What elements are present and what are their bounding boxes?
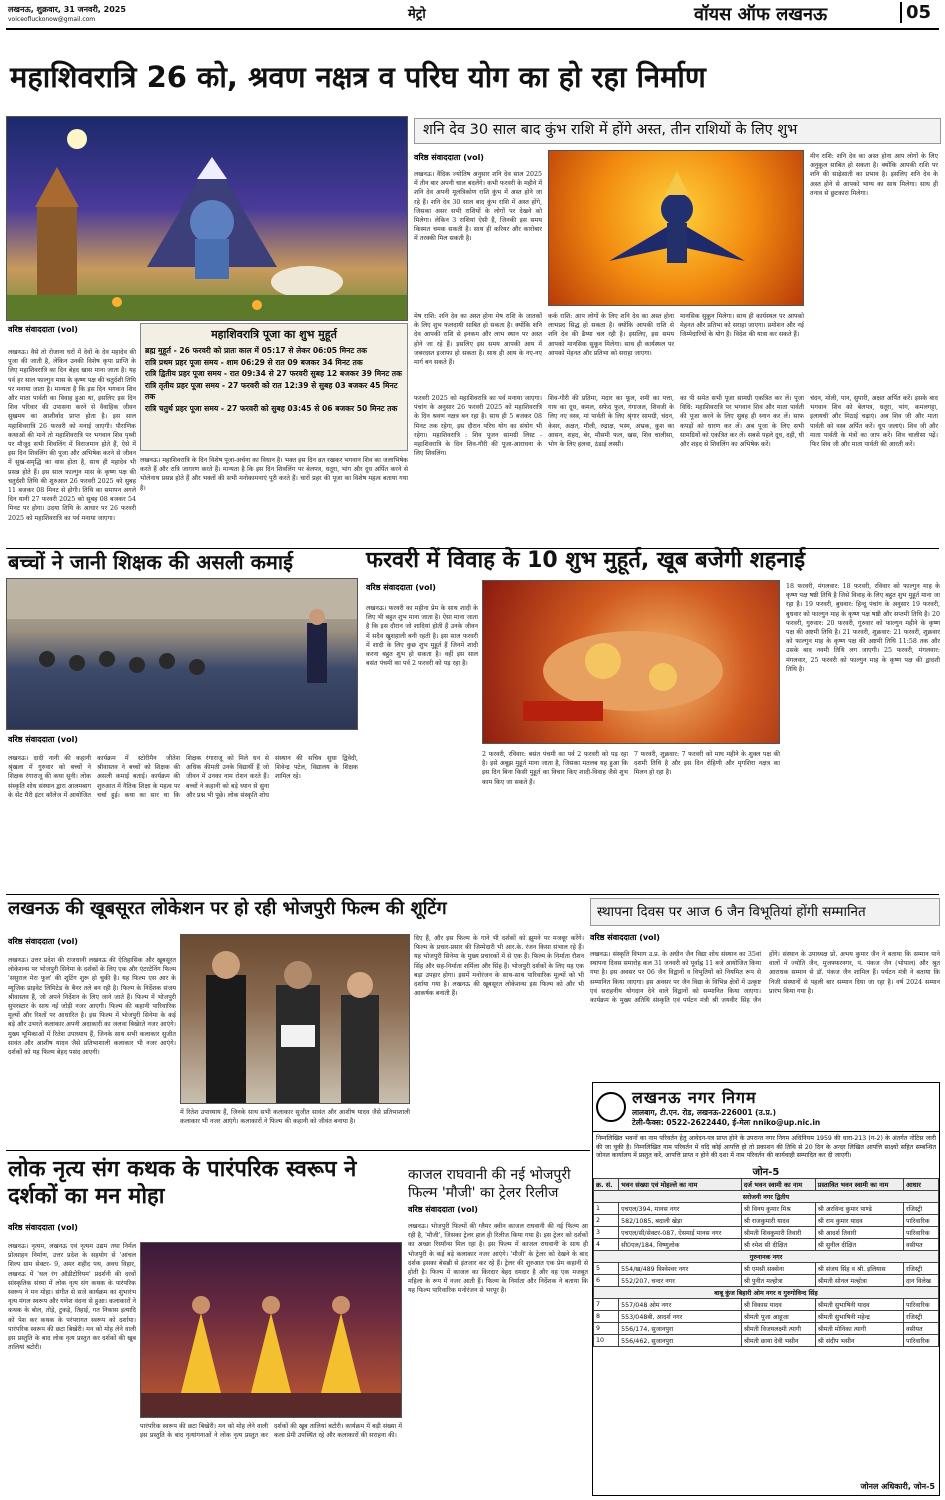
table-cell: दान विलेख bbox=[903, 1274, 938, 1286]
kathak-body-2: पारंपरिक स्वरूप की छटा बिखेरी। मन को मोह लेने वाली इस प्रस्तुति के बाद नृत्यांगनाओं ने लोक नृत्य प्रस्तुत कर दर्शकों की खूब तालियां बटोरी। कार्यक्रम में बड़ी संख्या में कला प्रेमी उपस्थित रहे और कलाकारों की सराहना की। bbox=[140, 1423, 402, 1440]
table-cell: 554/ख/489 विश्वेश्वर नगर bbox=[619, 1262, 742, 1274]
table-cell: 582/1085, बदाली खेड़ा bbox=[619, 1214, 742, 1226]
shani-cancer: कर्क राशि: आप लोगों के लिए शनि देव का अस्त होना लाभप्रद सिद्ध हो सकता है। क्योंकि आपकी राशि से शनि देव की ढैय्या चल रही है। इसलिए, इस समय आपको मानसिक सुकून मिलेगा। साथ ही कार्यस्थल पर आपको मेहनत और प्रतिभा को सराहा जाएगा। bbox=[548, 313, 674, 357]
table-cell: एचएल/सी/सेक्टर-087, ऐसमाई मानस नगर bbox=[619, 1226, 742, 1238]
page-number: 05 bbox=[900, 2, 931, 23]
muhurat-item: रात्रि तृतीय प्रहर पूजा समय - 27 फरवरी को रात 12:39 से सुबह 03 बजकर 45 मिनट तक bbox=[145, 380, 398, 401]
dancers-icon bbox=[141, 1243, 402, 1418]
table-cell: श्रीमती सुभाषिनी यादव bbox=[815, 1298, 903, 1310]
table-cell: 556/174, सुजानपुरा bbox=[619, 1322, 742, 1334]
jain-headline: स्थापना दिवस पर आज 6 जैन विभूतियां होंगी सम्मानित bbox=[597, 904, 866, 920]
col-header: आधार bbox=[903, 1178, 938, 1190]
table-row bbox=[594, 1310, 939, 1322]
vivah-feb2: 2 फरवरी, रविवार: बसंत पंचमी का पर्व 2 फरवरी को पड़ रहा है। इसे अबूझ मुहूर्त माना जाता है, जिसका मतलब यह हुआ कि इस दिन बिना किसी मुहूर्त का विचार किए शादी-विवाह जैसे शुभ काम किए जा सकते हैं। bbox=[482, 751, 628, 786]
table-cell: 552/207, चन्दर नगर bbox=[619, 1274, 742, 1286]
nigam-address: लालबाग, टी.एन. रोड, लखनऊ-226001 (उ.प्र.) bbox=[632, 1108, 777, 1117]
nigam-table bbox=[593, 1178, 939, 1347]
table-row bbox=[594, 1334, 939, 1346]
kajal-body: लखनऊ। भोजपुरी फिल्मों की ग्लैमर क्वीन काजल राघवानी की नई फिल्म आ रही है, 'मौजी', जिसका ट्रेलर हाल ही रिलीज किया गया है। इस ट्रेलर को दर्शकों का अच्छा रिस्पॉन्स मिल रहा है। इस फिल्म में काजल राघवानी के साथ ही भोजपुरी के कई बड़े कलाकार नजर आएंगे। 'मौजी' के ट्रेलर को देखने के बाद दर्शक इसका बेसब्री से इंतजार कर रहे हैं। ट्रेलर की शुरुआत एक प्रेम कहानी से होती है। फिल्म में काजल का किरदार बेहद दमदार है और वह एक मजबूत महिला के रूप में नजर आती हैं। फिल्म के निर्माता और निर्देशक ने बताया कि यह फिल्म पारिवारिक मनोरंजन से भरपूर है। bbox=[408, 1223, 588, 1295]
table-row bbox=[594, 1214, 939, 1226]
nigam-zone: जोन-5 bbox=[752, 1166, 780, 1178]
classroom-icon bbox=[7, 579, 358, 730]
shani-extra-4: चंदन, मोली, पान, सुपारी, अक्षत अर्पित करें। इसके बाद भगवान शिव को बेलपत्र, धतूरा, भांग, कमलगट्टा, इलायची और मिठाई चढ़ाएं। अब शिव जी और माता पार्वती को वस्त्र अर्पित करें। धूप जलाएं। शिव जी और माता पार्वती के मंत्रों का जाप करें। शिव चालीसा पढ़ें। फिर शिव जी और माता पार्वती की आरती करें। bbox=[810, 395, 938, 449]
table-cell: श्री पुनीत मल्होत्रा bbox=[741, 1274, 815, 1286]
masthead: वॉयस ऑफ लखनऊ bbox=[694, 4, 828, 25]
kids-body: लखनऊ। दादी नानी की कहानी श्रृंखला में गुरुवार को बच्चों ने शिक्षक रंगाराजू की कथा सुनी। लोक संस्कृति शोध संस्थान द्वारा आलमबाग के सेंट मैरी इंटर कॉलेज में आयोजित कार्यक्रम में स्टोरीमैन जीतेश श्रीवास्तव ने बच्चों को शिक्षक की असली कमाई बताई। कार्यक्रम की शुरुआत में नैतिक शिक्षा के महत्व पर चर्चा हुई। कथा का सार था कि शिक्षक रंगाराजू को मिले धन से अधिक कीमती उनके विद्यार्थी हैं जो जीवन में उनका नाम रोशन करते हैं। बच्चों ने कहानी को बड़े ध्यान से सुना और प्रश्न भी पूछे। लोक संस्कृति शोध संस्थान की सचिव सुधा द्विवेदी, शिवेन्द्र पटेल, विद्यालय के शिक्षक शामिल रहे। bbox=[8, 755, 358, 799]
col-header: क्र. सं. bbox=[594, 1178, 619, 1190]
table-group-row bbox=[594, 1250, 939, 1262]
table-cell: वसीयत bbox=[903, 1238, 938, 1250]
nigam-notice bbox=[592, 1082, 940, 1496]
table-cell: 10 bbox=[594, 1334, 619, 1346]
table-row bbox=[594, 1274, 939, 1286]
shani-pisces: मीन राशि: शनि देव का अस्त होना आप लोगों के लिए अनुकूल साबित हो सकता है। क्योंकि आपकी राशि पर शनि की साढ़ेसाती का प्रभाव है। इसलिए शनि देव के अस्त होने से आपको भाग्य का साथ मिलेगा। साथ ही तनाव से छुटकारा मिलेगा। bbox=[810, 153, 938, 197]
table-cell: पारिवारिक bbox=[903, 1298, 938, 1310]
lead-body-continued: लखनऊ। महाशिवरात्रि के दिन विशेष पूजा-अर्चना का विधान है। भक्त इस दिन व्रत रखकर भगवान शिव का जलाभिषेक करते हैं और रात्रि जागरण करते हैं। मान्यता है कि इस दिन शिवलिंग पर बेलपत्र, धतूरा, भांग और दूध अर्पित करने से भोलेनाथ प्रसन्न होते हैं और भक्तों की सभी मनोकामनाएं पूरी करते हैं। चारों प्रहर की पूजा का विशेष महत्व बताया गया है। bbox=[140, 457, 408, 492]
muhurat-item: रात्रि द्वितीय प्रहर पूजा समय - रात 09:34 से 27 फरवरी सुबह 12 बजकर 39 मिनट तक bbox=[145, 369, 402, 378]
table-cell: श्री एमसी सक्सेना bbox=[741, 1262, 815, 1274]
table-cell: श्री सुनील दीक्षित bbox=[815, 1238, 903, 1250]
muhurat-title: महाशिवरात्रि पूजा का शुभ मुहूर्त bbox=[211, 328, 337, 341]
muhurat-item: रात्रि चतुर्थ प्रहर पूजा समय - 27 फरवरी को सुबह 03:45 से 06 बजकर 50 मिनट तक bbox=[145, 403, 398, 413]
table-cell: पारिवारिक bbox=[903, 1226, 938, 1238]
email: voiceofluckonow@gmail.com bbox=[8, 16, 96, 23]
vivah-headline: फरवरी में विवाह के 10 शुभ मुहूर्त, खूब बजेगी शहनाई bbox=[366, 548, 806, 573]
table-cell: वसीयत bbox=[903, 1322, 938, 1334]
kids-byline: वरिष्ठ संवाददाता (vol) bbox=[8, 735, 78, 744]
table-cell: श्रीमती शिवकुमारी तिवारी bbox=[741, 1226, 815, 1238]
group-name: बाबू कुंज बिहारी ओम नगर व गुरुगोविन्द सिंह bbox=[594, 1286, 939, 1298]
kajal-headline: काजल राघवानी की नई भोजपुरी फिल्म 'मौजी' का ट्रेलर रिलीज bbox=[408, 1167, 571, 1201]
section-rule-2 bbox=[6, 894, 939, 895]
bhojpuri-cast: में रितेश उपाध्याय हैं, जिनके साथ सभी कलाकार सुजीत सावंत और आशीष यादव जैसे प्रतिभाशाली कलाकार भी नजर आएंगे। कलाकारों ने फिल्म की कहानी को जीवंत बनाया है। bbox=[180, 1109, 410, 1126]
table-cell: 2 bbox=[594, 1214, 619, 1226]
shani-aries: मेष राशि: शनि देव का अस्त होना मेष राशि के जातकों के लिए शुभ फलदायी साबित हो सकता है। क्योंकि शनि देव आपकी राशि से इनकम और लाभ स्थान पर अस्त होने जा रहे हैं। इसलिए इस समय आपकी आय में जबरदस्त इजाफा हो सकता है। साथ ही आय के नए-नए मार्ग बन सकते हैं। bbox=[414, 313, 542, 367]
bhojpuri-body: लखनऊ। उत्तर प्रदेश की राजधानी लखनऊ की ऐतिहासिक और खूबसूरत लोकेशन्स पर भोजपुरी सिनेमा के दर्शकों के लिए एक और एंटरटेनिंग फिल्म 'ससुराल मेरा फूल' की शूटिंग शुरू हो चुकी है। यह फिल्म एस आर के म्यूजिक प्राइवेट लिमिटेड के बैनर तले बन रही है। फिल्म के निर्देशक संजय श्रीवास्तव हैं, जो अपने निर्देशन के लिए जाने जाते हैं। फिल्म में भोजपुरी सुपरस्टार के साथ नई जोड़ी नजर आएगी। फिल्म की कहानी पारिवारिक मूल्यों और रिश्तों पर आधारित है। इस फिल्म में भोजपुरी सिनेमा के कई बड़े और उभरते कलाकार अपनी अदाकारी का जलवा बिखेरते नजर आएंगे। मुख्य भूमिकाओं में रितेश उपाध्याय हैं, जिनके साथ सभी कलाकार सुजीत सावंत और आशीष यादव जैसे प्रतिभाशाली कलाकार भी नजर आएंगे। दर्शकों को यह फिल्म बेहद पसंद आएगी। bbox=[8, 957, 176, 1057]
shani-extra-2: शिव-गौरी की प्रतिमा, मदार का फूल, शमी का पत्ता, गाय का दूध, कमल, सफेद फूल, गंगाजल, शिवजी के लिए नए वस्त्र, मां पार्वती के लिए श्रृंगार सामग्री, चंदन, केसर, अक्षत, मौली, रुद्राक्ष, भस्म, अभ्रक, कुश का आसन, शहद, बेर, मौसमी फल, खस, शिव चालीसा, भोग के लिए हलवा, ठंडाई लस्सी। bbox=[548, 395, 674, 449]
table-cell: श्री संदीप भसीन bbox=[815, 1334, 903, 1346]
kathak-photo bbox=[140, 1242, 402, 1418]
shooting-photo bbox=[180, 934, 410, 1104]
table-cell: श्री राजकुमारी यादव bbox=[741, 1214, 815, 1226]
col-header: दर्ज भवन स्वामी का नाम bbox=[741, 1178, 815, 1190]
table-cell: एचएल/394, मानस नगर bbox=[619, 1202, 742, 1214]
wedding-photo bbox=[482, 580, 780, 744]
section-rule-3 bbox=[6, 1150, 590, 1151]
muhurat-box bbox=[140, 323, 408, 451]
table-cell: 4 bbox=[594, 1238, 619, 1250]
nigam-contact: टेली-फैक्स: 0522-2622440, ई-मेलः nniko@up.nic.in bbox=[632, 1118, 821, 1127]
table-cell: श्री संजय सिंह व श्री. इलियास bbox=[815, 1262, 903, 1274]
shani-banner bbox=[414, 118, 941, 144]
section-label: मेट्रो bbox=[408, 7, 426, 22]
kathak-body: लखनऊ। नृत्यम, लखनऊ एवं नृत्यम उद्यम तथा निर्मल प्रोत्साहन निर्माण, उत्तर प्रदेश के सहयोग से 'आंचल शिल्प ग्राम सेक्टर- 9, अमर शहीद पथ, अवध विहार, लखनऊ में 'थल रंग ऑडीटोरियम' प्रदर्शनी की दरवों सांस्कृतिक संध्या में लोक नृत्य संग कथक के पारंपरिक स्वरूप ने मन मोहा। संगीत से सजे कार्यक्रम का शुभारंभ नृत्य मंगल स्वरूप और गणेश वंदना से हुआ। कलाकारों ने कथक के बोल, तोड़े, टुकड़े, तिहाई, गत निकास इत्यादि को पेश कर कथक के परंपरागत स्वरूप को दर्शाया। पारंपरिक स्वरूप की छटा बिखेरी। मन को मोह लेने वाली इस प्रस्तुति के बाद लोक नृत्य प्रस्तुत कर दर्शकों की खूब तालियां बटोरी। bbox=[8, 1243, 136, 1352]
shani-headline: शनि देव 30 साल बाद कुंभ राशि में होंगे अस्त, तीन राशियों के लिए शुभ bbox=[423, 122, 798, 138]
jain-banner bbox=[590, 898, 940, 926]
nigam-footer: जोनल अधिकारी, जोन-5 bbox=[860, 1482, 935, 1491]
nigam-emblem-icon bbox=[596, 1092, 626, 1122]
table-group-row bbox=[594, 1286, 939, 1298]
lead-body: लखनऊ। वैसे तो रोजाना घरों में देवों के देव महादेव की पूजा की जाती है, लेकिन उनकी विशेष कृपा प्राप्ति के लिए महाशिवरात्रि का दिन बेहद खास माना जाता है। यह पर्व हर साल फाल्गुन मास के कृष्ण पक्ष की चतुर्दशी तिथि पर मनाया जाता है। मान्यता है कि इस दिन भगवान शिव और माता पार्वती का विवाह हुआ था, इसलिए इस दिन शिव परिवार की उपासना करने से वैवाहिक जीवन सुखमय का आशीर्वाद प्राप्त होता है। इस साल महाशिवरात्रि 26 फरवरी को मनाई जाएगी। पौराणिक कथाओं की मानें तो महाशिवरात्रि पर भगवान शिव पृथ्वी पर मौजूद सभी शिवलिंग में विराजमान होते हैं, ऐसे में इस दिन शिवलिंग की पूजा और अभिषेक करने से जीवन में सुख-समृद्धि का वास होता है, साथ ही महादेव भी प्रसन्न होते हैं। इस साल फाल्गुन मास के कृष्ण पक्ष की चतुर्दशी तिथि की शुरुआत 26 फरवरी 2025 को सुबह 11 बजकर 08 मिनट से होगी। तिथि का समापन अगले दिन यानी 27 फरवरी 2025 को सुबह 08 बजकर 54 मिनट पर होगा। उदया तिथि के आधार पर 26 फरवरी 2025 को महाशिवरात्रि का पर्व मनाया जाएगा। bbox=[8, 349, 136, 522]
table-cell: 7 bbox=[594, 1298, 619, 1310]
table-cell: 553/048बी, आदर्श नगर bbox=[619, 1310, 742, 1322]
film-crew-icon bbox=[181, 935, 410, 1104]
vivah-dates: 18 फरवरी, मंगलवार: 18 फरवरी, रविवार को फाल्गुन माह के कृष्ण पक्ष षष्ठी तिथि है जिसे विवाह के लिए बहुत शुभ मुहूर्त माना जा रहा है। 19 फरवरी, बुधवार: हिन्दू पंचांग के अनुसार 19 फरवरी, बुधवार को फाल्गुन माह के कृष्ण पक्ष षष्ठी और सप्तमी तिथि है। 20 फरवरी, गुरुवार: 20 फरवरी, गुरुवार को फाल्गुन महीने के कृष्ण पक्ष की अष्टमी तिथि है। 21 फरवरी, शुक्रवार: 21 फरवरी, शुक्रवार को फाल्गुन माह के कृष्ण पक्ष की अष्टमी तिथि 11:58 तक और उसके बाद नवमी तिथि लग जाएगी। 25 फरवरी, मंगलवार: मंगलवार, 25 फरवरी को फाल्गुन माह के कृष्ण पक्ष की द्वादशी तिथि है। bbox=[786, 583, 940, 673]
vivah-byline: वरिष्ठ संवाददाता (vol) bbox=[366, 583, 436, 592]
shani-body: लखनऊ। वैदिक ज्योतिष अनुसार शनि देव साल 2025 में तीन बार अपनी चाल बदलेंगे। कभी फरवरी के महीने में शनि देव अपनी मूलत्रिकोण राशि कुंभ में अस्त होने जा रहे हैं। शनि देव 30 साल बाद कुंभ राशि में अस्त होंगे, जिसका असर सभी राशियों के लोगों पर देखने को मिलेगा। लेकिन 3 राशियां ऐसी हैं, जिनकी इस समय किस्मत चमक सकती है। साथ ही करियर और कारोबार में तरक्की मिल सकती है। bbox=[414, 171, 542, 243]
table-cell: श्री आदर्श तिवारी bbox=[815, 1226, 903, 1238]
table-cell: श्रीमती विजयलक्ष्मी त्यागी bbox=[741, 1322, 815, 1334]
bhojpuri-byline: वरिष्ठ संवाददाता (vol) bbox=[8, 937, 78, 946]
vivah-feb7: 7 फरवरी, शुक्रवार: 7 फरवरी को माघ महीने के शुक्ल पक्ष की दशमी तिथि है और इस दिन रोहिणी और मृगशिरा नक्षत्र का मिलन हो रहा है। bbox=[634, 751, 780, 777]
table-cell: 9 bbox=[594, 1322, 619, 1334]
table-cell: 557/048 ओम नगर bbox=[619, 1298, 742, 1310]
nigam-notice-text: निम्नलिखित भवनों का नाम परिवर्तन हेतु आवेदन-पत्र प्राप्त होने के उपरान्त नगर निगम अधिनियम 1959 की धारा-213 (ग-2) के अंतर्गत नोटिस जारी की जा चुकी है। निम्नलिखित नाम परिवर्तन में यदि कोई आपत्ति हो तो प्रकाशन की तिथि से 20 दिन के अन्दर लिखित आपत्ति साक्ष्यों सहित सम्बन्धित जोनल कार्यालय में प्रस्तुत करें, आपत्ति प्राप्त न होने की दशा में नाम परिवर्तन की कार्यवाही सम्पादित कर दी जाएगी। bbox=[596, 1135, 936, 1159]
shani-cancer-2: मानसिक सुकून मिलेगा। साथ ही कार्यस्थल पर आपको मेहनत और प्रतिभा को सराहा जाएगा। प्रमोशन और नई जिम्मेदारियों के योग हैं। विदेश की यात्रा कर सकते हैं। bbox=[680, 313, 804, 339]
table-cell: रजिस्ट्री bbox=[903, 1310, 938, 1322]
table-row bbox=[594, 1238, 939, 1250]
table-cell: श्रीमती सोनल मल्होत्रा bbox=[815, 1274, 903, 1286]
table-cell: श्री राम कुमार यादव bbox=[815, 1214, 903, 1226]
wedding-hands-icon bbox=[483, 581, 780, 744]
table-cell: 556/462, सुजानपुरा bbox=[619, 1334, 742, 1346]
table-cell: रजिस्ट्री bbox=[903, 1202, 938, 1214]
kids-photo bbox=[6, 578, 358, 730]
table-row bbox=[594, 1322, 939, 1334]
table-cell: 3 bbox=[594, 1226, 619, 1238]
table-cell: श्री विकास यादव bbox=[741, 1298, 815, 1310]
table-row bbox=[594, 1262, 939, 1274]
table-group-row bbox=[594, 1190, 939, 1202]
kids-headline: बच्चों ने जानी शिक्षक की असली कमाई bbox=[8, 550, 293, 574]
muhurat-item: ब्रह्म मुहूर्त - 26 फरवरी को प्रातः काल में 05:17 से लेकर 06:05 मिनट तक bbox=[145, 346, 368, 355]
table-cell: श्री अरविन्द कुमार पाण्डे bbox=[815, 1202, 903, 1214]
lead-byline: वरिष्ठ संवाददाता (vol) bbox=[8, 325, 78, 334]
shani-deity-icon bbox=[549, 151, 804, 306]
shiva-illustration bbox=[6, 116, 408, 321]
vivah-intro: लखनऊ। फरवरी का महीना प्रेम के साथ शादी के लिए भी बहुत शुभ माना जाता है। ऐसा माना जाता है कि इस दौरान जो शादियां होती हैं उनके जीवन में सदैव खुशहाली बनी रहती है। इस साल फरवरी में शादी के लिए कुछ शुभ मुहूर्त हैं जिनमें शादी करना बहुत शुभ हो सकता है। वहीं इस साल बसंत पंचमी का पर्व 2 फरवरी को पड़ रहा है। bbox=[366, 605, 478, 668]
group-name: सरोजनी नगर द्वितीय bbox=[594, 1190, 939, 1202]
table-cell: श्रीमती सुभाषिनी महेन्द्र bbox=[815, 1310, 903, 1322]
table-row bbox=[594, 1226, 939, 1238]
header-rule bbox=[6, 28, 939, 30]
bhojpuri-body-2: दिए हैं, और इस फिल्म के गाने भी दर्शकों को झूमने पर मजबूर करेंगे। फिल्म के प्रचार-प्रसार की जिम्मेदारी भी आर.के. रंजन किसा संभाल रहे हैं। यह भोजपुरी सिनेमा के मुख्य प्रचारकों में से एक हैं। फिल्म के निर्माता रौशन सिंह और सह-निर्माता शर्मिला और सिंह हैं। भोजपुरी दर्शकों के लिए यह एक बड़ा उपहार होगा। इसमें मनोरंजन के साथ-साथ पारिवारिक मूल्यों को भी दर्शाया गया है। लखनऊ की खूबसूरत लोकेशन्स इस फिल्म को और भी आकर्षक बनाती हैं। bbox=[414, 935, 584, 998]
kathak-byline: वरिष्ठ संवाददाता (vol) bbox=[8, 1223, 78, 1232]
table-cell: रजिस्ट्री bbox=[903, 1262, 938, 1274]
kathak-headline: लोक नृत्य संग कथक के पारंपरिक स्वरूप ने दर्शकों का मन मोहा bbox=[8, 1157, 357, 1209]
table-cell: श्री रमेश सी दीक्षित bbox=[741, 1238, 815, 1250]
col-header: भवन संख्या एवं मोहल्ले का नाम bbox=[619, 1178, 742, 1190]
table-cell: सी0एल/184, विष्णुलोक bbox=[619, 1238, 742, 1250]
lead-headline: महाशिवरात्रि 26 को, श्रवण नक्षत्र व परिघ योग का हो रहा निर्माण bbox=[10, 60, 706, 94]
jain-body: लखनऊ। संस्कृति विभाग उ.प्र. के अधीन जैन विद्या शोध संस्थान का 35वां स्थापना दिवस समारोह कल 31 जनवरी को पूर्वाह्न 11 बजे आयोजित किया गया है। इस अवसर पर 06 जैन विद्वानों व विभूतियों को नियमित रूप से सम्मानित किया जाएगा। इस अवसर पर जैन विद्या के विभिन्न क्षेत्रों में उत्कृष्ट एवं सराहनीय योगदान देने वाले विद्वानों को सम्मानित किया जाएगा। कार्यक्रम के मुख्य अतिथि संस्कृति एवं पर्यटन मंत्री श्री जयवीर सिंह जैन होंगे। संस्थान के उपाध्यक्ष प्रो. अभय कुमार जैन ने बताया कि सम्मान पाने वालों में ज्योति जैन, मुजफ्फरनगर, पं. पंकज जैन (भोपाल) और श्रुत आराधक सम्मान से डॉ. पंकज जैन शामिल हैं। पर्यटन मंत्री ने बताया कि निजी संस्थानों से पहली बार सम्मान दिया जा रहा है। वर्ष 2024 सम्मान प्रारंभ किया गया है। bbox=[590, 951, 940, 1005]
table-cell: पारिवारिक bbox=[903, 1214, 938, 1226]
table-cell: 6 bbox=[594, 1274, 619, 1286]
table-cell: 5 bbox=[594, 1262, 619, 1274]
table-cell: श्रीमती छाया देवी भसीन bbox=[741, 1334, 815, 1346]
group-name: गुरुनानक नगर bbox=[594, 1250, 939, 1262]
shiva-scene-icon bbox=[7, 117, 408, 321]
table-row bbox=[594, 1298, 939, 1310]
shani-byline: वरिष्ठ संवाददाता (vol) bbox=[414, 153, 484, 162]
table-cell: पारिवारिक bbox=[903, 1334, 938, 1346]
col-header: प्रस्तावित भवन स्वामी का नाम bbox=[815, 1178, 903, 1190]
table-cell: 8 bbox=[594, 1310, 619, 1322]
shani-extra-1: फरवरी 2025 को महाशिवरात्रि का पर्व मनाया जाएगा। पंचांग के अनुसार 26 फरवरी 2025 को महाशिवरात्रि के दिन श्रवण नक्षत्र बन रहा है। साथ ही 5 बजकर 08 मिनट तक रहेगा, इस दौरान परिघ योग का संयोग भी रहेगा। महाशिवरात्रि : शिव पूजन सामग्री लिस्ट - महाशिवरात्रि के दिन शिव-गौरी की पूजा-आराधना के लिए शिवलिंग। bbox=[414, 395, 542, 458]
table-cell: श्री विनय कुमार मिश्र bbox=[741, 1202, 815, 1214]
kajal-byline: वरिष्ठ संवाददाता (vol) bbox=[408, 1205, 478, 1214]
table-row bbox=[594, 1202, 939, 1214]
shani-extra-3: का पी समेत सभी पूजा सामग्री एकत्रित कर लें। पूजा विधि: महाशिवरात्रि पर भगवान शिव और माता पार्वती की पूजा करने के लिए सुबह ही स्नान कर लें। साफ कपड़ों को धारण कर लें। अब पूजा के लिए सभी सामग्रियों को एकत्रित कर लें। सबसे पहले दूध, दही, घी और शहद से शिवलिंग का अभिषेक करें। bbox=[680, 395, 804, 449]
nigam-title: लखनऊ नगर निगम bbox=[632, 1088, 757, 1107]
dateline: लखनऊ, शुक्रवार, 31 जनवरी, 2025 bbox=[8, 5, 126, 14]
table-cell: श्रीमती मोनिका त्यागी bbox=[815, 1322, 903, 1334]
table-cell: श्रीमती पूजा आहूजा bbox=[741, 1310, 815, 1322]
muhurat-item: रात्रि प्रथम प्रहर पूजा समय - शाम 06:29 से रात 09 बजकर 34 मिनट तक bbox=[145, 357, 363, 367]
table-cell: 1 bbox=[594, 1202, 619, 1214]
bhojpuri-headline: लखनऊ की खूबसूरत लोकेशन पर हो रही भोजपुरी फिल्म की शूटिंग bbox=[8, 898, 447, 919]
shani-image bbox=[548, 150, 804, 306]
jain-byline: वरिष्ठ संवाददाता (vol) bbox=[590, 933, 660, 942]
